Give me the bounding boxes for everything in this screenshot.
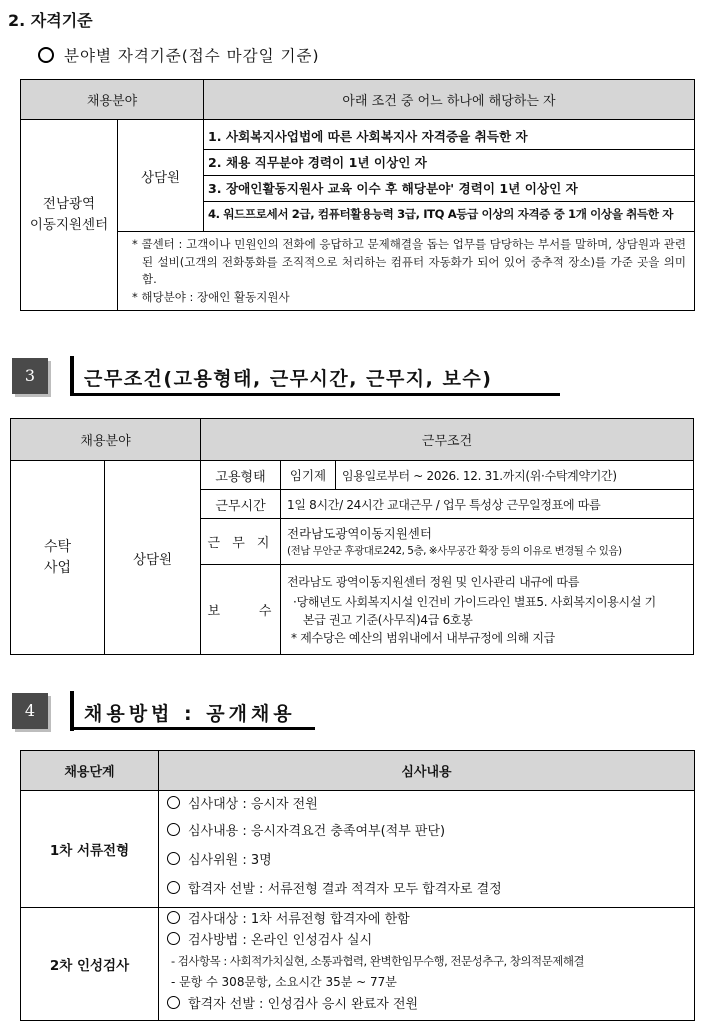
stage-2-item-2: 검사방법 : 온라인 인성검사 실시: [159, 930, 694, 951]
stage-2-name: 2차 인성검사: [21, 908, 159, 1021]
section-2-title: 2. 자격기준: [8, 11, 93, 30]
pay-line-4: * 제수당은 예산의 범위내에서 내부규정에 의해 지급: [291, 630, 555, 645]
circle-bullet-icon: [167, 932, 180, 945]
header-field: 채용분야: [21, 80, 204, 120]
circle-bullet-icon: [167, 852, 180, 865]
section-4-underline: [70, 727, 315, 730]
stage-2-sub-2: - 문항 수 308문항, 소요시간 35분 ~ 77분: [171, 975, 397, 989]
pay-line-3: 본급 권고 기준(사무직)4급 6호봉: [303, 612, 473, 627]
work-conditions-table: [10, 418, 694, 655]
org-cell: 수탁 사업: [11, 461, 105, 655]
circle-bullet-icon: [167, 881, 180, 894]
stage-2-sub-1: - 검사항목 : 사회적가치실현, 소통과협력, 완벽한임무수행, 전문성추구, 창의적문제해결: [171, 954, 585, 968]
stage-2-item-1: 검사대상 : 1차 서류전형 합격자에 한함: [159, 909, 694, 930]
circle-bullet-icon: [167, 823, 180, 836]
pay-label: 보 수: [201, 565, 281, 655]
stage-1-item-3: 심사위원 : 3명: [159, 847, 694, 875]
stage-1-name: 1차 서류전형: [21, 791, 159, 908]
section-4-number: 4: [12, 693, 48, 729]
criterion-2: 2. 채용 직무분야 경력이 1년 이상인 자: [204, 150, 695, 176]
criterion-3: 3. 장애인활동지원사 교육 이수 후 해당분야' 경력이 1년 이상인 자: [204, 176, 695, 202]
circle-bullet-icon: [167, 996, 180, 1009]
header-content: 심사내용: [159, 751, 695, 791]
circle-bullet-icon: [167, 796, 180, 809]
hours-value: 1일 8시간/ 24시간 교대근무 / 업무 특성상 근무일정표에 따름: [281, 490, 694, 519]
place-label: 근 무 지: [201, 519, 281, 565]
stage-1-content: [159, 791, 695, 908]
section-3-number: 3: [12, 358, 48, 394]
org-cell: 전남광역 이동지원센터: [21, 120, 118, 311]
header-stage: 채용단계: [21, 751, 159, 791]
place-cell: [281, 519, 694, 565]
section-3-bar: [70, 356, 74, 396]
section-2-subtitle-text: 분야별 자격기준(접수 마감일 기준): [64, 47, 320, 65]
place-value: 전라남도광역이동지원센터: [287, 525, 432, 541]
place-note: (전남 무안군 후광대로242, 5층, ※사무공간 확장 등의 이유로 변경될 수 있음): [287, 544, 622, 557]
role-cell: 상담원: [105, 461, 201, 655]
pay-cell: [281, 565, 694, 655]
pay-line-2: ·당해년도 사회복지시설 인건비 가이드라인 별표5. 사회복지이용시설 기: [293, 594, 656, 609]
header-conditions: 근무조건: [201, 419, 694, 461]
section-3-heading: 근무조건(고용형태, 근무시간, 근무지, 보수): [84, 368, 493, 390]
role-cell: 상담원: [118, 120, 204, 232]
selection-method-table: [20, 750, 695, 1021]
circle-bullet-icon: [167, 911, 180, 924]
qualification-table: [20, 79, 695, 311]
hours-label: 근무시간: [201, 490, 281, 519]
stage-2-content: [159, 908, 695, 1021]
section-2-subtitle: [38, 44, 320, 66]
note-callcenter: * 콜센터 : 고객이나 민원인의 전화에 응답하고 문제해결을 돕는 업무를 담당하는 부서를 말하며, 상담원과 관련된 설비(고객의 전화통화를 조직적으로 처리하는 컴퓨터 자동화가 되어 있어 중추적 장소)를 가준 곳을 의미함.: [132, 237, 687, 286]
notes-cell: [118, 232, 695, 311]
criterion-1: 1. 사회복지사업법에 따른 사회복지사 자격증을 취득한 자: [204, 120, 695, 150]
header-field: 채용분야: [11, 419, 201, 461]
employment-type: 임기제: [281, 461, 336, 490]
section-3-underline: [70, 393, 560, 396]
circle-bullet-icon: [38, 47, 54, 63]
stage-2-item-3: 합격자 선발 : 인성검사 응시 완료자 전원: [159, 993, 694, 1017]
section-4-bar: [70, 691, 74, 731]
stage-1-item-4: 합격자 선발 : 서류전형 결과 적격자 모두 합격자로 결정: [159, 875, 694, 905]
pay-line-1: 전라남도 광역이동지원센터 정원 및 인사관리 내규에 따름: [287, 574, 580, 589]
employment-period: 임용일로부터 ~ 2026. 12. 31.까지(위·수탁계약기간): [336, 461, 694, 490]
stage-1-item-2: 심사내용 : 응시자격요건 충족여부(적부 판단): [159, 817, 694, 847]
employment-label: 고용형태: [201, 461, 281, 490]
stage-1-item-1: 심사대상 : 응시자 전원: [159, 793, 694, 817]
section-4-heading: 채용방법 : 공개채용: [84, 703, 296, 725]
criterion-4: 4. 워드프로세서 2급, 컴퓨터활용능력 3급, ITQ A등급 이상의 자격증 중 1개 이상을 취득한 자: [204, 202, 695, 232]
note-field: * 해당분야 : 장애인 활동지원사: [132, 289, 290, 304]
header-condition: 아래 조건 중 어느 하나에 해당하는 자: [204, 80, 695, 120]
